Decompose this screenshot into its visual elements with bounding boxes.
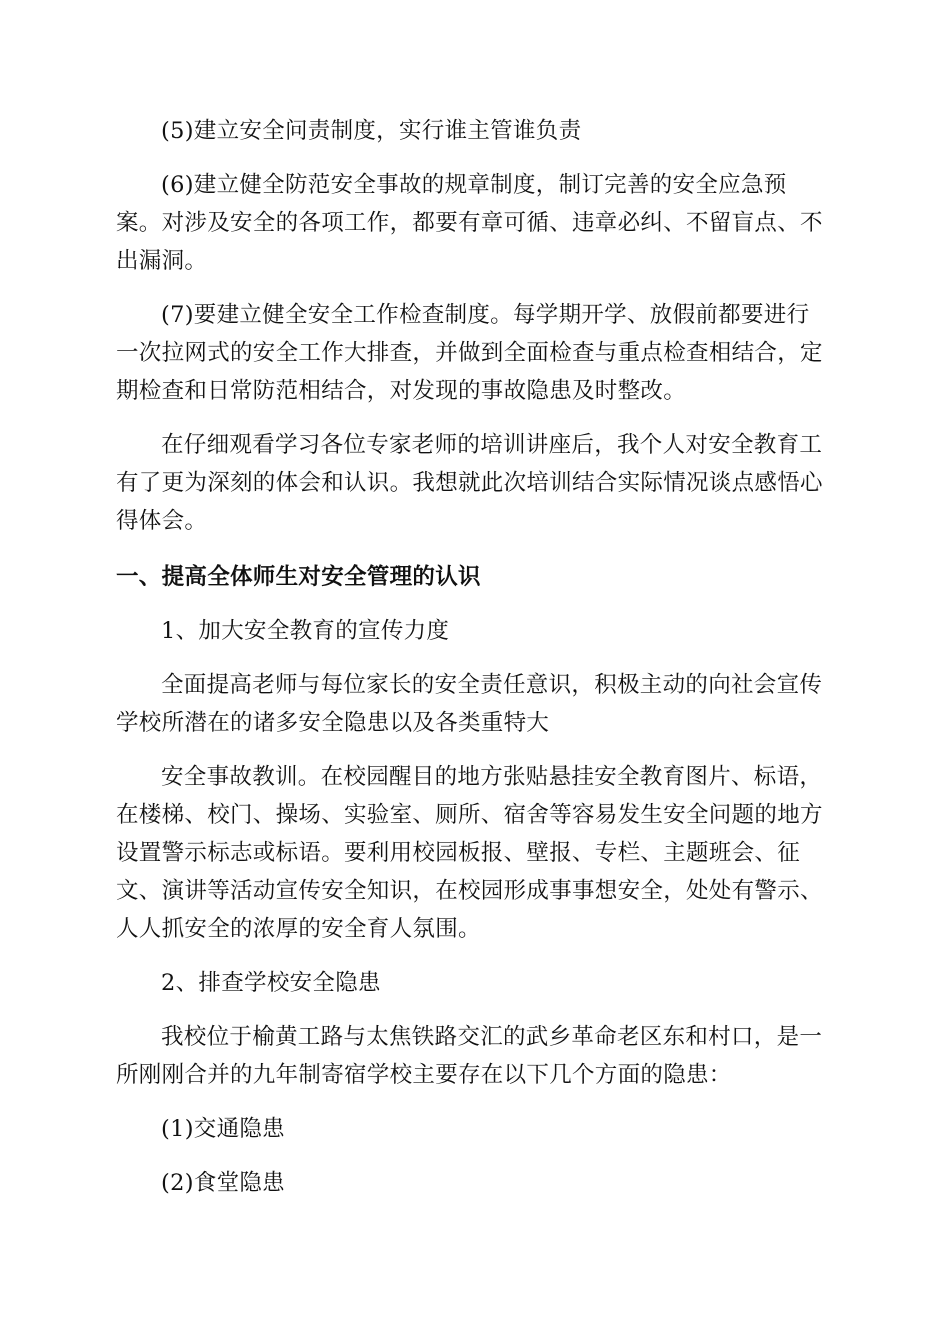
paragraph-reflection-intro: 在仔细观看学习各位专家老师的培训讲座后，我个人对安全教育工有了更为深刻的体会和认识。我想就此次培训结合实际情况谈点感悟心得体会。 bbox=[116, 432, 823, 534]
paragraph-item-7: (7)要建立健全安全工作检查制度。每学期开学、放假前都要进行一次拉网式的安全工作大排查，并做到全面检查与重点检查相结合，定期检查和日常防范相结合，对发现的事故隐患及时整改。 bbox=[116, 302, 823, 404]
list-item-canteen-hazard: (2)食堂隐患 bbox=[161, 1170, 285, 1196]
paragraph-awareness: 全面提高老师与每位家长的安全责任意识，积极主动的向社会宣传学校所潜在的诸多安全隐患以及各类重特大 bbox=[116, 672, 823, 736]
paragraph-school-location: 我校位于榆黄工路与太焦铁路交汇的武乡革命老区东和村口，是一所刚刚合并的九年制寄宿学校主要存在以下几个方面的隐患： bbox=[116, 1024, 823, 1088]
paragraph-campus-publicity: 安全事故教训。在校园醒目的地方张贴悬挂安全教育图片、标语，在楼梯、校门、操场、实验室、厕所、宿舍等容易发生安全问题的地方设置警示标志或标语。要利用校园板报、壁报、专栏、主题班会、征文、演讲等活动宣传安全知识，在校园形成事事想安全，处处有警示、人人抓安全的浓厚的安全育人氛围。 bbox=[116, 764, 823, 942]
section-heading-1: 一、提高全体师生对安全管理的认识 bbox=[116, 564, 481, 590]
document-body bbox=[116, 112, 832, 1202]
paragraph-item-6: (6)建立健全防范安全事故的规章制度，制订完善的安全应急预案。对涉及安全的各项工作，都要有章可循、违章必纠、不留盲点、不出漏洞。 bbox=[116, 172, 823, 274]
subheading-2: 2、排查学校安全隐患 bbox=[161, 970, 381, 996]
paragraph-item-5: (5)建立安全问责制度，实行谁主管谁负责 bbox=[161, 118, 582, 144]
list-item-traffic-hazard: (1)交通隐患 bbox=[161, 1116, 285, 1142]
subheading-1: 1、加大安全教育的宣传力度 bbox=[161, 618, 450, 644]
